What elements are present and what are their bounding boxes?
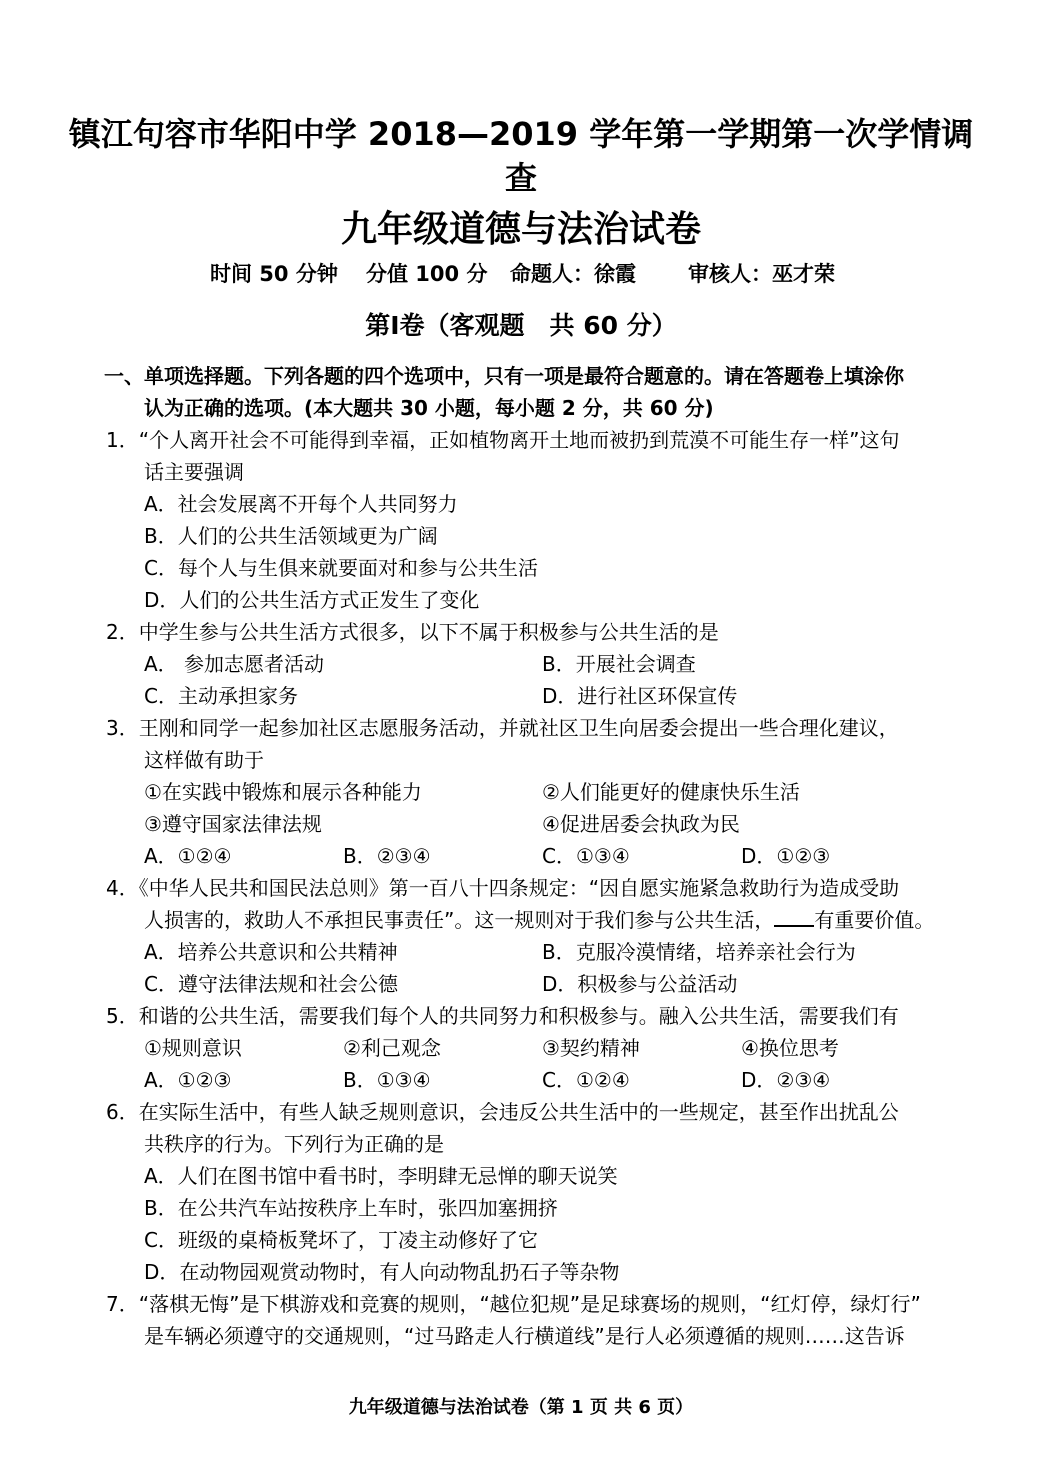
q1-option-a: A．社会发展离不开每个人共同努力 [144, 492, 458, 516]
q5-stem: 5．和谐的公共生活，需要我们每个人的共同努力和积极参与。融入公共生活，需要我们有 [106, 1004, 899, 1028]
q4-answer-blank [774, 905, 814, 927]
exam-title [60, 112, 982, 200]
q6-option-c: C．班级的桌椅板凳坏了，丁凌主动修好了它 [144, 1228, 538, 1252]
q5-statement-1: ①规则意识 [144, 1036, 242, 1060]
q5-statement-2: ②利己观念 [343, 1036, 441, 1060]
q7-stem-line1: 7．“落棋无悔”是下棋游戏和竞赛的规则，“越位犯规”是足球赛场的规则，“红灯停，绿灯行” [106, 1292, 921, 1316]
exam-title-line1: 镇江句容市华阳中学 2018—2019 学年第一学期第一次学情调 [68, 115, 974, 153]
exam-score: 分值 100 分 [366, 262, 488, 286]
q4-stem-text-a: 人损害的，救助人不承担民事责任”。这一规则对于我们参与公共生活， [144, 908, 775, 932]
q2-option-a: A． 参加志愿者活动 [144, 652, 325, 676]
q4-option-d: D．积极参与公益活动 [542, 972, 738, 996]
exam-reviewer: 审核人：巫才荣 [688, 262, 835, 286]
q3-option-a: A．①②④ [144, 844, 232, 868]
q3-statement-1: ①在实践中锻炼和展示各种能力 [144, 780, 422, 804]
q6-option-b: B．在公共汽车站按秩序上车时，张四加塞拥挤 [144, 1196, 558, 1220]
q4-option-a: A．培养公共意识和公共精神 [144, 940, 398, 964]
q5-statement-3: ③契约精神 [542, 1036, 640, 1060]
q3-statement-3: ③遵守国家法律法规 [144, 812, 322, 836]
q2-option-b: B．开展社会调查 [542, 652, 696, 676]
q3-option-d: D．①②③ [741, 844, 831, 868]
q1-option-b: B．人们的公共生活领域更为广阔 [144, 524, 438, 548]
q2-stem: 2．中学生参与公共生活方式很多，以下不属于积极参与公共生活的是 [106, 620, 719, 644]
q3-stem-line2: 这样做有助于 [144, 748, 264, 772]
q5-option-b: B．①③④ [343, 1068, 431, 1092]
q6-stem-line1: 6．在实际生活中，有些人缺乏规则意识，会违反公共生活中的一些规定，甚至作出扰乱公 [106, 1100, 899, 1124]
instructions-line2: 认为正确的选项。(本大题共 30 小题，每小题 2 分，共 60 分) [144, 396, 714, 420]
q3-option-c: C．①③④ [542, 844, 630, 868]
q7-stem-line2: 是车辆必须遵守的交通规则，“过马路走人行横道线”是行人必须遵循的规则……这告诉 [144, 1324, 905, 1348]
q4-stem-line1: 4．《中华人民共和国民法总则》第一百八十四条规定：“因自愿实施紧急救助行为造成受助 [106, 876, 900, 900]
q4-option-c: C．遵守法律法规和社会公德 [144, 972, 398, 996]
q1-stem-line1: 1．“个人离开社会不可能得到幸福，正如植物离开土地而被扔到荒漠不可能生存一样”这句 [106, 428, 900, 452]
q3-option-b: B．②③④ [343, 844, 431, 868]
q1-option-d: D．人们的公共生活方式正发生了变化 [144, 588, 480, 612]
q5-option-c: C．①②④ [542, 1068, 630, 1092]
q5-option-a: A．①②③ [144, 1068, 232, 1092]
q6-stem-line2: 共秩序的行为。下列行为正确的是 [144, 1132, 444, 1156]
q4-stem-line2 [144, 904, 934, 936]
q3-statement-2: ②人们能更好的健康快乐生活 [542, 780, 800, 804]
q3-statement-4: ④促进居委会执政为民 [542, 812, 740, 836]
q2-option-c: C．主动承担家务 [144, 684, 298, 708]
q1-option-c: C．每个人与生俱来就要面对和参与公共生活 [144, 556, 538, 580]
q5-statement-4: ④换位思考 [741, 1036, 839, 1060]
q4-option-b: B．克服冷漠情绪，培养亲社会行为 [542, 940, 856, 964]
page-footer: 九年级道德与法治试卷（第 1 页 共 6 页） [348, 1397, 694, 1418]
q5-option-d: D．②③④ [741, 1068, 831, 1092]
q1-stem-line2: 话主要强调 [144, 460, 244, 484]
q6-option-a: A．人们在图书馆中看书时，李明肆无忌惮的聊天说笑 [144, 1164, 618, 1188]
exam-subtitle: 九年级道德与法治试卷 [340, 209, 701, 250]
instructions-line1: 一、单项选择题。下列各题的四个选项中，只有一项是最符合题意的。请在答题卷上填涂你 [104, 364, 904, 388]
section-title: 第Ⅰ卷（客观题 共 60 分） [365, 311, 677, 340]
exam-author: 命题人：徐霞 [510, 262, 636, 286]
q4-stem-text-b: 有重要价值。 [814, 908, 935, 932]
q6-option-d: D．在动物园观赏动物时，有人向动物乱扔石子等杂物 [144, 1260, 620, 1284]
q3-stem-line1: 3．王刚和同学一起参加社区志愿服务活动，并就社区卫生向居委会提出一些合理化建议， [106, 716, 899, 740]
exam-title-line2: 查 [504, 159, 537, 197]
exam-time: 时间 50 分钟 [210, 262, 338, 286]
q2-option-d: D．进行社区环保宣传 [542, 684, 738, 708]
